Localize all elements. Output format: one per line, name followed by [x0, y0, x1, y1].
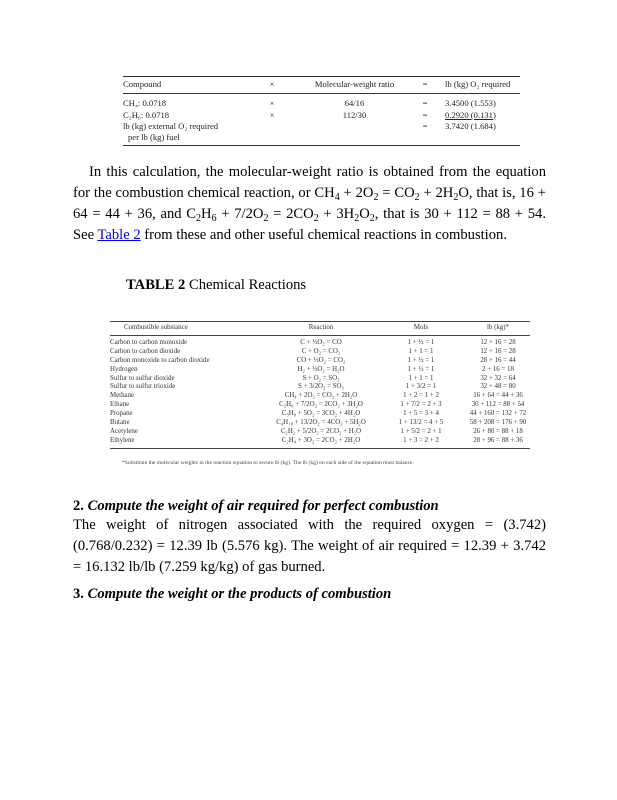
- table-cell: per lb (kg) fuel: [123, 132, 248, 146]
- table-cell: 3.4500 (1.553): [445, 98, 496, 109]
- subscript: 2: [369, 213, 375, 224]
- table-cell: C₂H₆: 0.0718: [123, 109, 170, 120]
- section-2-body: The weight of nitrogen associated with the required oxygen = (3.742) (0.768/0.232) = 12.39 lb (5.576 kg). The weight of air required = 12.39 + 3.742 = 16.132 lb/lb (7.259 kg/kg) of gas burned.: [73, 517, 546, 575]
- table-cell: ×: [269, 109, 275, 120]
- text-run: + 3H: [318, 206, 355, 222]
- table-cell: 1 + ½ = 1: [407, 356, 435, 364]
- table-cell: Ethane: [110, 401, 130, 409]
- text-run: + 7/2O: [216, 206, 264, 222]
- subscript: 2: [196, 213, 202, 224]
- section-3-heading: [73, 584, 391, 604]
- table-cell: 58 + 208 = 176 + 90: [469, 419, 527, 427]
- table-cell: [437, 132, 520, 146]
- text-run: , that is 30 + 112 = 88 + 54. See: [73, 206, 546, 243]
- table-cell: C₂H₂ + 5/2O₂ = 2CO₂ + H₂O: [280, 427, 362, 435]
- table-cell: Carbon to carbon dioxide: [110, 347, 181, 355]
- table-cell: [296, 121, 413, 132]
- table-cell: [248, 121, 296, 132]
- table-cell: 30 + 112 = 88 + 54: [471, 401, 525, 409]
- table2-header-reaction: Reaction: [266, 322, 376, 336]
- table-cell: 1 + 7/2 = 2 + 3: [400, 401, 442, 409]
- table-row: [110, 428, 530, 437]
- table2-header-row: [110, 322, 530, 336]
- table-cell: 2 + 16 = 18: [482, 365, 514, 373]
- table-cell: ×: [269, 98, 275, 109]
- table-cell: Butane: [110, 419, 130, 427]
- table-cell: [437, 110, 520, 121]
- text-run: from these and other useful chemical reactions in combustion.: [140, 227, 507, 243]
- table-cell: C₂H₄ + 3O₂ = 2CO₂ + 2H₂O: [266, 437, 376, 448]
- table-cell: Ethylene: [110, 437, 266, 448]
- table-cell: Methane: [110, 392, 135, 400]
- text-run: In this calculation, the molecular-weight ratio is obtained from the equation for the combustion chemical reaction, or CH: [73, 164, 546, 201]
- table-cell: 26 + 80 = 88 + 18: [473, 427, 523, 435]
- subscript: 2: [453, 192, 459, 203]
- table1-header-equals: =: [413, 77, 437, 94]
- table-row: [110, 419, 530, 428]
- table-cell: 112/30: [342, 109, 367, 120]
- subscript: 2: [263, 213, 269, 224]
- table-row: [110, 348, 530, 357]
- table-row: [110, 357, 530, 366]
- table-row: [123, 110, 520, 121]
- text-run: = 2CO: [268, 206, 314, 222]
- text-run: = CO: [378, 185, 415, 201]
- subscript: 2: [373, 192, 379, 203]
- table-cell: =: [422, 120, 428, 131]
- table-cell: 1 + 1 = 1: [408, 374, 434, 382]
- table-cell: 64/16: [344, 98, 365, 109]
- table1-header-o2: lb (kg) O₂ required: [437, 77, 520, 94]
- table-row: [123, 132, 520, 146]
- section-2-number: 2.: [73, 498, 84, 514]
- table2-header-substance: Combustible substance: [110, 322, 266, 336]
- table-cell: 1 + 3 = 2 + 2: [376, 437, 466, 448]
- underlined-value: 0.2920 (0.131): [445, 109, 496, 120]
- table-2-caption-title: Chemical Reactions: [185, 277, 307, 293]
- table-cell: [296, 132, 413, 146]
- table-cell: Carbon to carbon monoxide: [110, 338, 188, 346]
- table-cell: Sulfur to sulfur dioxide: [110, 374, 175, 382]
- table-cell: =: [422, 109, 428, 120]
- table-cell: Acetylene: [110, 427, 138, 435]
- table-cell: Hydrogen: [110, 365, 138, 373]
- table-cell: 16 + 64 = 44 + 36: [473, 392, 523, 400]
- table-row: [110, 392, 530, 401]
- table-cell: CH₄: 0.0718: [123, 98, 167, 109]
- table2-header-lb: lb (kg)*: [466, 322, 530, 336]
- table-row: [110, 410, 530, 419]
- table-cell: 12 + 16 = 28: [480, 338, 516, 346]
- text-run: H: [201, 206, 212, 222]
- table-row: [110, 401, 530, 410]
- table-row: [110, 366, 530, 375]
- table-2-caption: [126, 275, 306, 295]
- section-3-number: 3.: [73, 586, 84, 602]
- subscript: 2: [354, 213, 360, 224]
- table-cell: 1 + 2 = 1 + 2: [403, 392, 439, 400]
- subscript: 2: [313, 213, 319, 224]
- table-cell: S + O₂ = SO₂: [302, 374, 340, 382]
- table-row: [110, 383, 530, 392]
- table-cell: 1 + ½ = 1: [407, 338, 435, 346]
- text-run: + 2H: [419, 185, 454, 201]
- section-3-title: Compute the weight or the products of combustion: [83, 586, 392, 602]
- table-cell: 3.7420 (1.684): [445, 120, 496, 131]
- table-cell: 1 + 5/2 = 2 + 1: [400, 427, 442, 435]
- table-cell: 28 + 96 = 88 + 36: [466, 437, 530, 448]
- table-cell: Carbon monoxide to carbon dioxide: [110, 356, 210, 364]
- table-cell: CH₄ + 2O₂ = CO₂ + 2H₂O: [284, 392, 358, 400]
- table-cell: [248, 132, 296, 146]
- text-run: + 2O: [339, 185, 374, 201]
- table-cell: C₃H₈ + 5O₂ = 3CO₂ + 4H₂O: [281, 410, 361, 418]
- table1-header-compound: Compound: [123, 77, 248, 94]
- subscript: 2: [414, 192, 420, 203]
- table-row: [110, 375, 530, 384]
- body-paragraph: [73, 162, 546, 246]
- subscript: 6: [211, 213, 217, 224]
- table-2-caption-label: TABLE 2: [126, 277, 186, 293]
- table-cell: =: [422, 98, 428, 109]
- table-cell: [413, 132, 437, 146]
- table1-header-times: ×: [248, 77, 296, 94]
- table-cell: 1 + 3/2 = 1: [405, 383, 437, 391]
- table-cell: 32 + 48 = 80: [480, 383, 516, 391]
- table-2-footnote: *Substitute the molecular weights in the reaction equation to secure lb (kg). The lb (kg) on each side of the equation must balance.: [122, 460, 414, 466]
- table-cell: 1 + ½ = 1: [407, 365, 435, 373]
- table-cell: C + O₂ = CO₂: [301, 347, 341, 355]
- table-cell: Propane: [110, 410, 133, 418]
- section-2-heading: [73, 496, 439, 516]
- oxygen-requirement-table: [123, 76, 520, 146]
- subscript: 4: [334, 192, 340, 203]
- table-cell: 32 + 32 = 64: [480, 374, 516, 382]
- table1-header-row: [123, 77, 520, 94]
- section-2-title: Compute the weight of air required for perfect combustion: [83, 498, 439, 514]
- table-cell: 12 + 16 = 28: [480, 347, 516, 355]
- table-cell: C₂H₆ + 7/2O₂ = 2CO₂ + 3H₂O: [279, 401, 363, 409]
- table-row: [123, 94, 520, 110]
- table-cell: C + ½O₂ = CO: [300, 338, 342, 346]
- table-cell: 1 + 13/2 = 4 + 5: [398, 419, 444, 427]
- table-cell: 44 + 160 = 132 + 72: [469, 410, 527, 418]
- text-run: O, that is, 16 + 64 = 44 + 36, and C: [73, 185, 546, 222]
- table-cell: H₂ + ½O₂ = H₂O: [297, 365, 345, 373]
- table-row: [110, 437, 530, 448]
- table-cell: S + 3/2O₂ = SO₃: [298, 383, 344, 391]
- table-cell: 28 + 16 = 44: [480, 356, 516, 364]
- table1-header-ratio: Molecular-weight ratio: [296, 77, 413, 94]
- table-row: [123, 121, 520, 132]
- table-2-link[interactable]: Table 2: [97, 227, 141, 243]
- table-cell: CO + ½O₂ = CO₂: [296, 356, 346, 364]
- text-run: O: [359, 206, 370, 222]
- table-cell: lb (kg) external O₂ required: [123, 120, 219, 131]
- chemical-reactions-table: [110, 321, 530, 449]
- table-cell: 1 + 5 = 3 + 4: [403, 410, 439, 418]
- table-row: [110, 335, 530, 347]
- table-cell: Sulfur to sulfur trioxide: [110, 383, 176, 391]
- table2-header-mols: Mols: [376, 322, 466, 336]
- table-cell: C₄H₁₀ + 13/2O₂ = 4CO₂ + 5H₂O: [276, 419, 366, 427]
- table-cell: 1 + 1 = 1: [408, 347, 434, 355]
